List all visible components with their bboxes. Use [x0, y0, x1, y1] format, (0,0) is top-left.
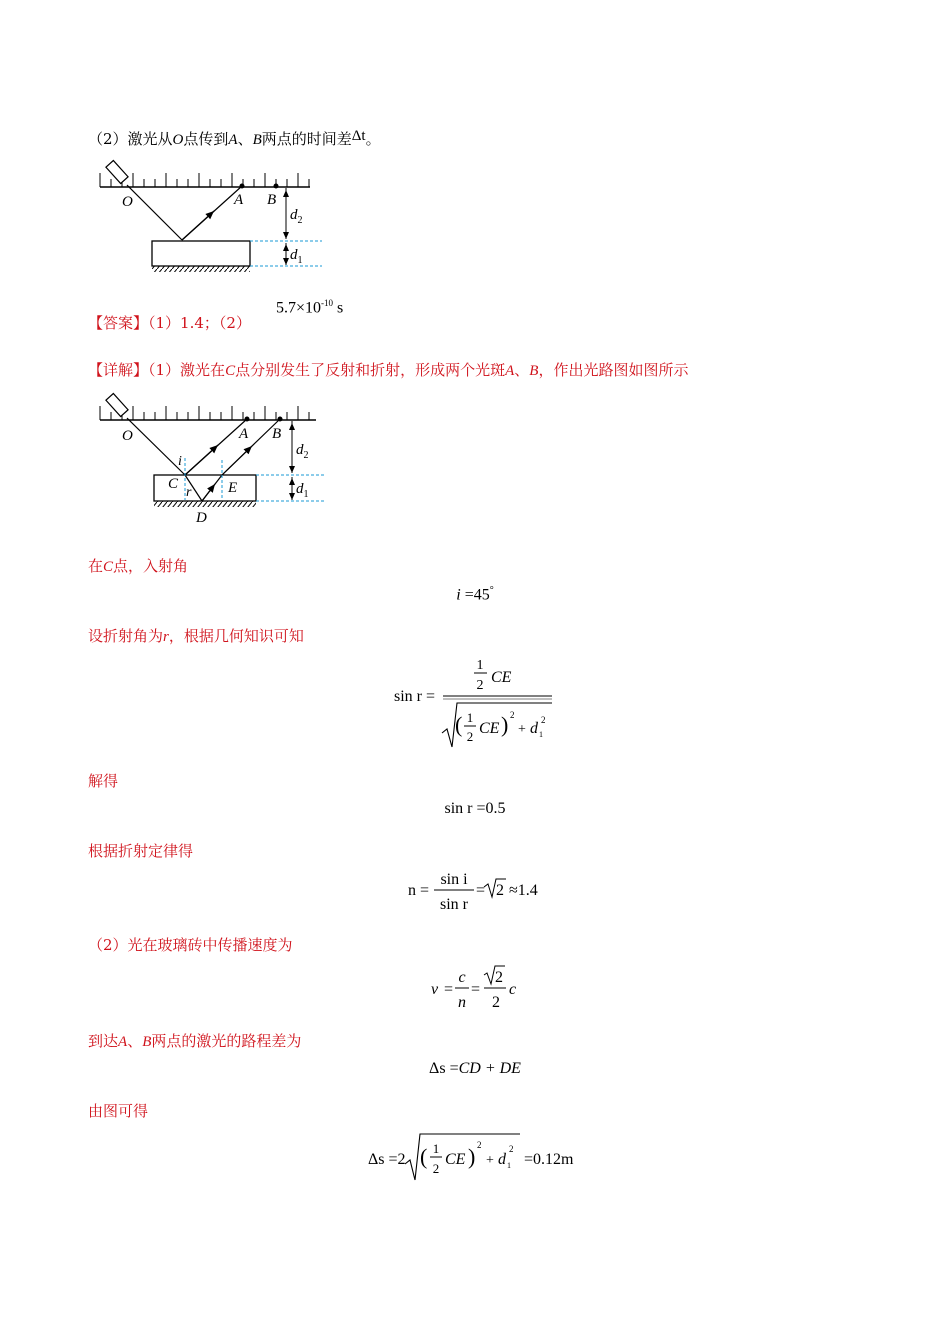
- equation-sinr-fraction: [390, 655, 565, 755]
- figure-1-diagram: [92, 155, 322, 280]
- svg-text:+: +: [518, 722, 526, 737]
- svg-text:sin r =: sin r =: [394, 688, 436, 705]
- equation-ds: Δs =CD + DE: [429, 1060, 521, 1077]
- equation-n: [400, 865, 550, 915]
- text-jiede: 解得: [88, 772, 119, 790]
- svg-text:c: c: [509, 981, 517, 998]
- svg-text:sin i: sin i: [440, 871, 468, 888]
- svg-text:2: 2: [541, 715, 546, 725]
- svg-text:A: A: [239, 426, 249, 442]
- svg-text:1: 1: [432, 1141, 440, 1156]
- svg-text:r: r: [186, 485, 192, 500]
- equation-ds-value: [362, 1128, 592, 1188]
- svg-text:(: (: [455, 712, 463, 737]
- svg-text:=: =: [444, 981, 454, 998]
- incident-ray: [127, 185, 182, 240]
- svg-text:1: 1: [507, 1161, 511, 1170]
- svg-text:=: =: [476, 882, 486, 899]
- detail-line: 【详解】（1）激光在C点分别发生了反射和折射，形成两个光斑A、B，作出光路图如图所示: [88, 361, 689, 379]
- svg-text:): ): [501, 712, 509, 737]
- label-B: B: [267, 192, 277, 208]
- svg-text:d: d: [498, 1151, 506, 1168]
- svg-text:+: +: [486, 1153, 494, 1168]
- svg-text:CE: CE: [491, 669, 512, 686]
- text-refraction-law: 根据折射定律得: [88, 842, 194, 860]
- svg-text:d1: $d_1$: [296, 481, 309, 500]
- equation-v: [425, 963, 535, 1013]
- svg-text:c: c: [458, 969, 466, 986]
- svg-text:d2: $d_2$: [296, 442, 309, 461]
- svg-text:2: 2: [495, 969, 503, 986]
- svg-text:n =: n =: [408, 882, 430, 899]
- svg-text:v: v: [431, 981, 439, 998]
- ruler: [100, 173, 310, 187]
- svg-text:d1: $d_1$: [290, 247, 303, 266]
- svg-text:2: 2: [476, 678, 484, 693]
- svg-text:(: (: [420, 1144, 428, 1169]
- svg-text:B: B: [272, 426, 282, 442]
- svg-text:CE: CE: [445, 1151, 466, 1168]
- glass-block: [152, 241, 250, 266]
- label-A: A: [234, 192, 244, 208]
- svg-text:2: 2: [492, 994, 500, 1011]
- svg-text:2: 2: [510, 710, 515, 720]
- label-O: O: [122, 194, 133, 210]
- svg-text:1: 1: [466, 710, 474, 725]
- svg-text:≈1.4: ≈1.4: [509, 882, 538, 899]
- ground-hatch: [152, 266, 250, 272]
- svg-text:d2: $d_2$: [290, 207, 303, 226]
- svg-text:E: E: [228, 480, 238, 496]
- text-speed: （2）光在玻璃砖中传播速度为: [88, 936, 293, 954]
- svg-text:=0.12m: =0.12m: [524, 1151, 574, 1168]
- text-from-figure: 由图可得: [88, 1102, 149, 1120]
- svg-text:D: D: [196, 510, 207, 526]
- svg-text:2: 2: [466, 729, 474, 744]
- svg-text:O: O: [122, 428, 133, 444]
- svg-text:n: n: [458, 994, 466, 1011]
- svg-text:C: C: [168, 476, 179, 492]
- answer-value: $5.7\times 10^{-10}$ s: [276, 298, 344, 317]
- text-path-diff: 到达A、B两点的激光的路程差为: [88, 1032, 302, 1050]
- svg-text:): ): [468, 1144, 476, 1169]
- svg-text:CE: CE: [479, 720, 500, 737]
- svg-text:1: 1: [539, 730, 543, 739]
- svg-text:=: =: [471, 981, 481, 998]
- equation-sinr-value: sin r =0.5: [444, 800, 506, 817]
- svg-text:i: i: [178, 454, 182, 469]
- answer-line: 【答案】（1）1.4；（2）: [88, 314, 251, 332]
- svg-text:Δs =2: Δs =2: [368, 1151, 406, 1168]
- equation-i: i =45°: [456, 585, 494, 604]
- svg-text:2: 2: [496, 882, 504, 899]
- svg-text:d: d: [530, 720, 538, 737]
- svg-text:2: 2: [432, 1161, 440, 1176]
- svg-text:2: 2: [477, 1140, 482, 1150]
- text-at-C: 在C点，入射角: [88, 557, 189, 575]
- figure-2-diagram: [92, 388, 332, 528]
- laser-pointer-icon: [106, 393, 128, 416]
- question-2-text: （2）激光从O点传到A、B两点的时间差Δt。: [88, 128, 381, 148]
- svg-text:2: 2: [509, 1144, 514, 1154]
- text-set-r: 设折射角为r，根据几何知识可知: [88, 627, 304, 645]
- svg-text:1: 1: [476, 658, 484, 673]
- svg-text:sin r: sin r: [440, 896, 468, 913]
- laser-pointer-icon: [106, 160, 128, 183]
